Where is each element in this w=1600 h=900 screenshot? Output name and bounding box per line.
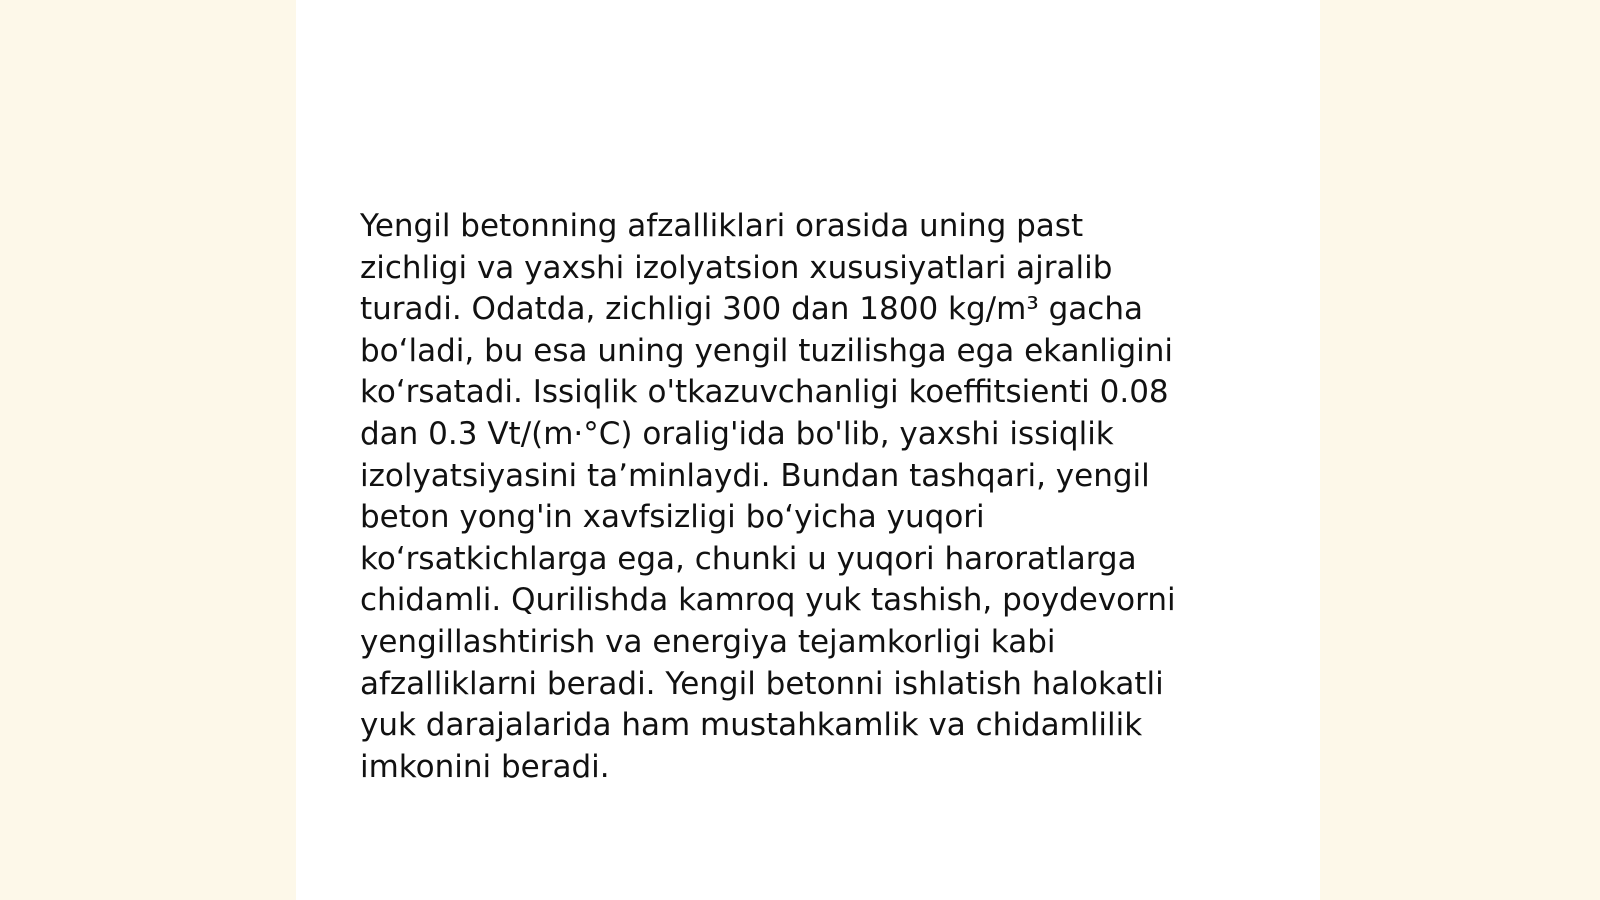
- document-page: [296, 0, 1320, 900]
- body-paragraph: Yengil betonning afzalliklari orasida uning past zichligi va yaxshi izolyatsion xususiyatlari ajralib turadi. Odatda, zichligi 300 dan 1800 kg/m³ gacha boʻladi, bu esa uning yengil tuzilishga ega ekanligini koʻrsatadi. Issiqlik o'tkazuvchanligi koeffitsienti 0.08 dan 0.3 Vt/(m·°C) oralig'ida bo'lib, yaxshi issiqlik izolyatsiyasini taʼminlaydi. Bundan tashqari, yengil beton yong'in xavfsizligi boʻyicha yuqori koʻrsatkichlarga ega, chunki u yuqori haroratlarga chidamli. Qurilishda kamroq yuk tashish, poydevorni yengillashtirish va energiya tejamkorligi kabi afzalliklarni beradi. Yengil betonni ishlatish halokatli yuk darajalarida ham mustahkamlik va chidamlilik imkonini beradi.: [360, 208, 1176, 785]
